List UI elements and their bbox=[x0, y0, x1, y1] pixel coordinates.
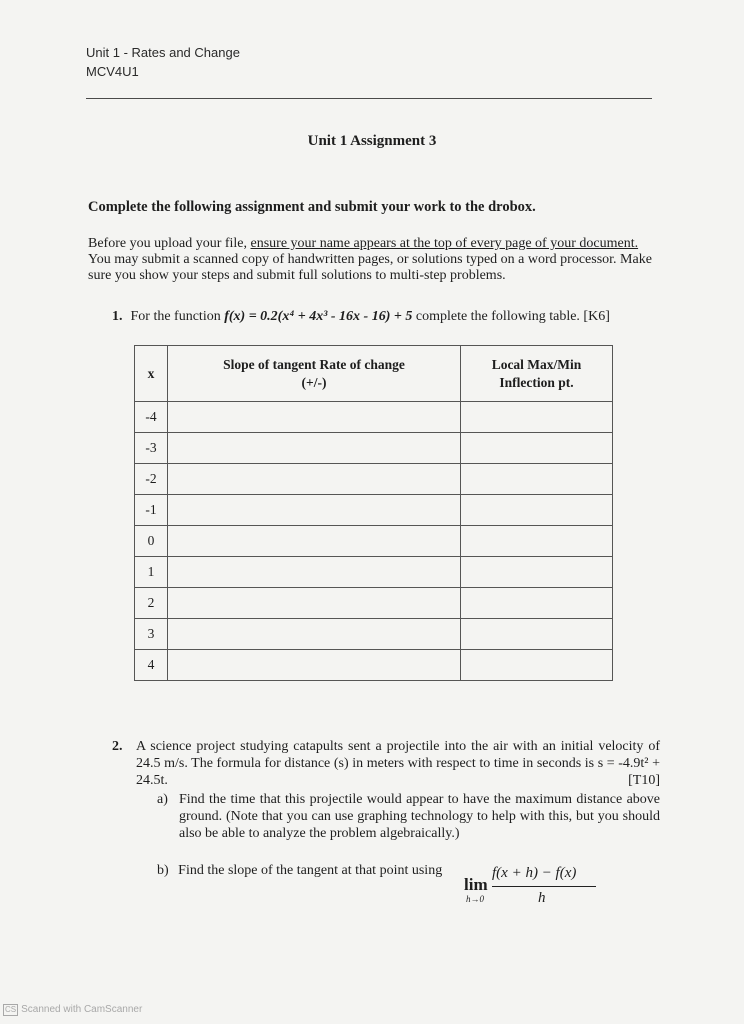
unit-name: Unit 1 - Rates and Change bbox=[86, 45, 240, 60]
local-answer-cell[interactable] bbox=[461, 433, 613, 464]
instruction-heading: Complete the following assignment and submit your work to the drobox. bbox=[88, 199, 536, 215]
x-value-cell: -3 bbox=[135, 433, 168, 464]
fraction-bar bbox=[492, 886, 596, 887]
slope-answer-cell[interactable] bbox=[168, 619, 461, 650]
header-slope-line1: Slope of tangent Rate of change bbox=[223, 356, 405, 372]
local-answer-cell[interactable] bbox=[461, 650, 613, 681]
course-code: MCV4U1 bbox=[86, 64, 139, 79]
question-2a bbox=[157, 791, 660, 842]
x-value-cell: 3 bbox=[135, 619, 168, 650]
table-row bbox=[135, 433, 613, 464]
question-1-number: 1. bbox=[112, 309, 123, 324]
slope-answer-cell[interactable] bbox=[168, 588, 461, 619]
question-1 bbox=[112, 309, 662, 325]
question-2b bbox=[157, 863, 442, 879]
local-answer-cell[interactable] bbox=[461, 495, 613, 526]
limit-denominator: h bbox=[538, 890, 546, 906]
header-x: x bbox=[135, 346, 168, 402]
slope-answer-cell[interactable] bbox=[168, 650, 461, 681]
question-2a-label: a) bbox=[157, 792, 168, 807]
limit-subscript: h→0 bbox=[466, 894, 484, 904]
upload-text-1: Before you upload your file, bbox=[88, 236, 251, 251]
header-local-line2: Inflection pt. bbox=[499, 374, 574, 390]
local-answer-cell[interactable] bbox=[461, 588, 613, 619]
table-header-row bbox=[135, 346, 613, 402]
local-answer-cell[interactable] bbox=[461, 464, 613, 495]
watermark-text: Scanned with CamScanner bbox=[21, 1004, 143, 1015]
header-local-line1: Local Max/Min bbox=[491, 356, 582, 372]
table-row bbox=[135, 526, 613, 557]
question-1-function: f(x) = 0.2(x⁴ + 4x³ - 16x - 16) + 5 bbox=[224, 309, 413, 324]
x-value-cell: -1 bbox=[135, 495, 168, 526]
table-row bbox=[135, 402, 613, 433]
slope-answer-cell[interactable] bbox=[168, 526, 461, 557]
question-1-suffix: complete the following table. bbox=[412, 309, 580, 324]
upload-text-2: You may submit a scanned copy of handwritten pages, or solutions typed on a word processor. Make sure you show your steps and submit full solutions to multi-step problems. bbox=[88, 252, 652, 283]
local-answer-cell[interactable] bbox=[461, 619, 613, 650]
local-answer-cell[interactable] bbox=[461, 526, 613, 557]
x-value-cell: 4 bbox=[135, 650, 168, 681]
question-2b-text: Find the slope of the tangent at that point using bbox=[178, 863, 443, 878]
upload-text-underlined: ensure your name appears at the top of every page of your document. bbox=[250, 236, 639, 251]
header-slope bbox=[168, 346, 461, 402]
header-slope-line2: (+/-) bbox=[301, 374, 327, 390]
assignment-title: Unit 1 Assignment 3 bbox=[307, 133, 437, 149]
question-2a-text: Find the time that this projectile would appear to have the maximum distance above ground. (Note that you can use graphing technology to help with this, but you should also be able to analyze the problem algebraically.) bbox=[179, 792, 660, 841]
slope-answer-cell[interactable] bbox=[168, 433, 461, 464]
limit-word: lim bbox=[464, 875, 488, 894]
table-body bbox=[135, 402, 613, 681]
limit-formula bbox=[464, 863, 604, 911]
question-2-marks: [T10] bbox=[628, 773, 660, 788]
table-row bbox=[135, 557, 613, 588]
answer-table bbox=[134, 345, 613, 681]
limit-numerator: f(x + h) − f(x) bbox=[492, 865, 577, 881]
table-row bbox=[135, 650, 613, 681]
x-value-cell: 2 bbox=[135, 588, 168, 619]
local-answer-cell[interactable] bbox=[461, 557, 613, 588]
question-2-text: A science project studying catapults sent a projectile into the air with an initial velocity of 24.5 m/s. The formula for distance (s) in meters with respect to time in seconds is s = -4.9t² + 24.5t. bbox=[136, 739, 660, 788]
question-2b-label: b) bbox=[157, 863, 169, 878]
x-value-cell: 1 bbox=[135, 557, 168, 588]
upload-instructions bbox=[88, 236, 662, 284]
question-2-number: 2. bbox=[112, 739, 123, 754]
x-value-cell: -2 bbox=[135, 464, 168, 495]
table-row bbox=[135, 588, 613, 619]
header-divider bbox=[86, 98, 652, 99]
question-2 bbox=[112, 738, 660, 789]
slope-answer-cell[interactable] bbox=[168, 557, 461, 588]
slope-answer-cell[interactable] bbox=[168, 495, 461, 526]
course-header bbox=[86, 43, 240, 81]
question-1-prefix: For the function bbox=[130, 309, 225, 324]
table-row bbox=[135, 619, 613, 650]
slope-answer-cell[interactable] bbox=[168, 402, 461, 433]
table-row bbox=[135, 495, 613, 526]
header-local bbox=[461, 346, 613, 402]
x-value-cell: -4 bbox=[135, 402, 168, 433]
local-answer-cell[interactable] bbox=[461, 402, 613, 433]
camscanner-logo-icon: CS bbox=[5, 1005, 17, 1014]
question-1-marks: [K6] bbox=[583, 309, 610, 324]
x-value-cell: 0 bbox=[135, 526, 168, 557]
table-row bbox=[135, 464, 613, 495]
camscanner-watermark bbox=[3, 1004, 142, 1016]
slope-answer-cell[interactable] bbox=[168, 464, 461, 495]
